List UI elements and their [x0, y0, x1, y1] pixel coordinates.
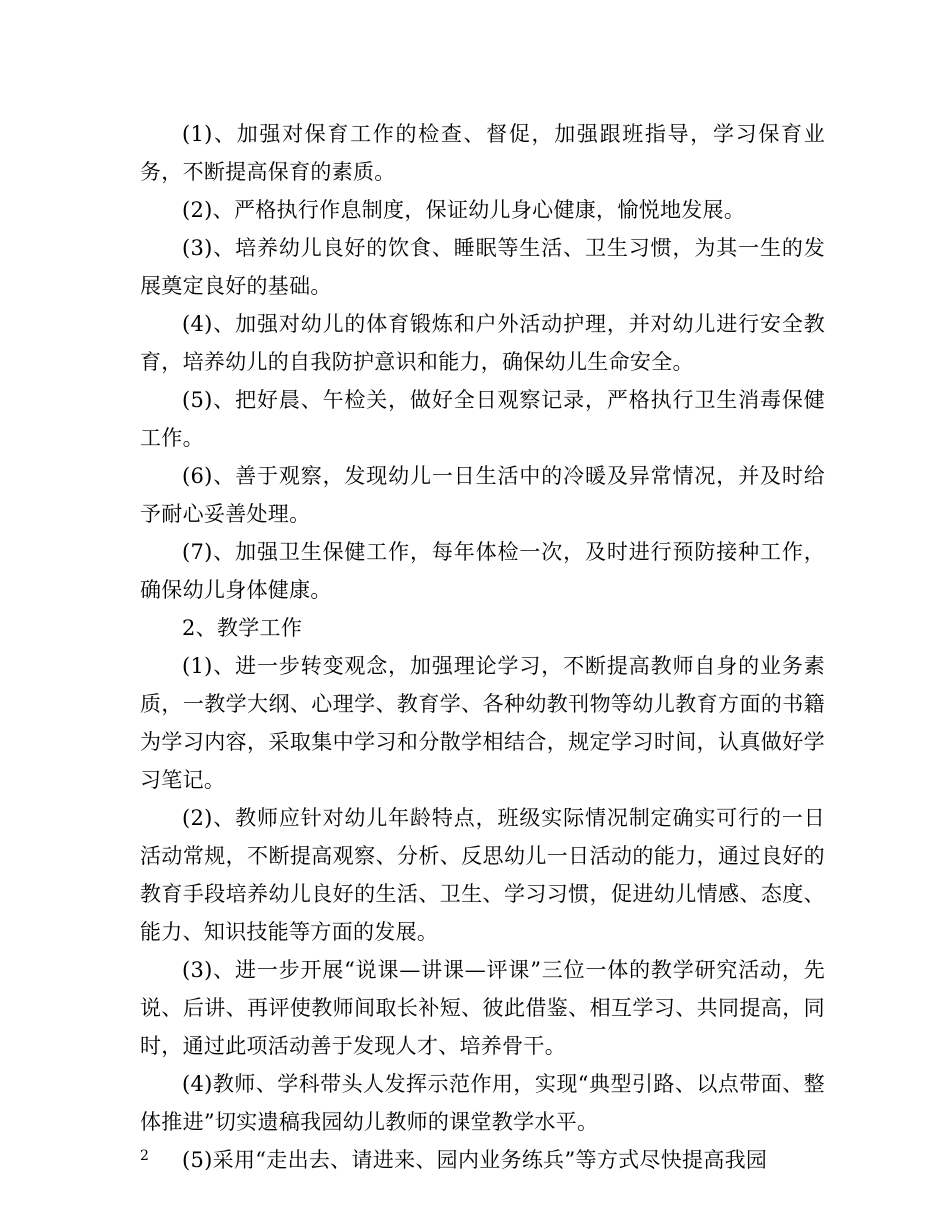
document-body: [140, 115, 825, 1179]
section-heading-teaching: 2、教学工作: [182, 616, 303, 640]
paragraph-childcare-2: (2)、严格执行作息制度，保证幼儿身心健康，愉悦地发展。: [182, 198, 746, 222]
paragraph-teaching-1: (1)、进一步转变观念，加强理论学习，不断提高教师自身的业务素质，一教学大纲、心理学、教育学、各种幼教刊物等幼儿教育方面的书籍为学习内容，采取集中学习和分散学相结合，规定学习时间，认真做好学习笔记。: [140, 654, 825, 792]
paragraph-childcare-4: (4)、加强对幼儿的体育锻炼和户外活动护理，并对幼儿进行安全教育，培养幼儿的自我防护意识和能力，确保幼儿生命安全。: [140, 312, 825, 374]
paragraph-childcare-7: (7)、加强卫生保健工作，每年体检一次，及时进行预防接种工作，确保幼儿身体健康。: [140, 540, 825, 602]
paragraph-childcare-6: (6)、善于观察，发现幼儿一日生活中的冷暖及异常情况，并及时给予耐心妥善处理。: [140, 464, 825, 526]
paragraph-childcare-3: (3)、培养幼儿良好的饮食、睡眠等生活、卫生习惯，为其一生的发展奠定良好的基础。: [140, 236, 825, 298]
paragraph-childcare-5: (5)、把好晨、午检关，做好全日观察记录，严格执行卫生消毒保健工作。: [140, 388, 825, 450]
paragraph-teaching-2: (2)、教师应针对幼儿年龄特点，班级实际情况制定确实可行的一日活动常规，不断提高观察、分析、反思幼儿一日活动的能力，通过良好的教育手段培养幼儿良好的生活、卫生、学习习惯，促进幼儿情感、态度、能力、知识技能等方面的发展。: [140, 806, 825, 944]
page-number: 2: [140, 1148, 149, 1164]
paragraph-teaching-5: (5)采用“走出去、请进来、园内业务练兵”等方式尽快提高我园: [182, 1148, 768, 1172]
paragraph-teaching-3: (3)、进一步开展“说课—讲课—评课”三位一体的教学研究活动，先说、后讲、再评使教师间取长补短、彼此借鉴、相互学习、共同提高，同时，通过此项活动善于发现人才、培养骨干。: [140, 958, 825, 1058]
paragraph-childcare-1: (1)、加强对保育工作的检查、督促，加强跟班指导，学习保育业务，不断提高保育的素质。: [140, 122, 825, 184]
paragraph-teaching-4: (4)教师、学科带头人发挥示范作用，实现“典型引路、以点带面、整体推进”切实遗稿我园幼儿教师的课堂教学水平。: [140, 1072, 825, 1134]
